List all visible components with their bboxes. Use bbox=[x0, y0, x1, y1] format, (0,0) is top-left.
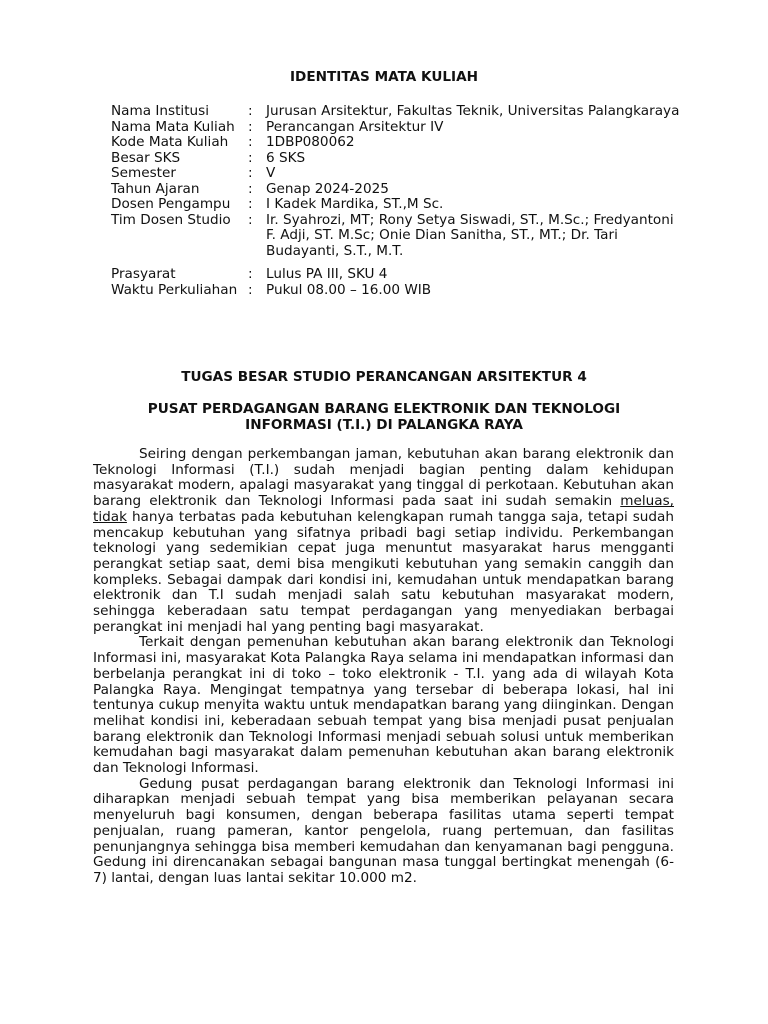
identity-row bbox=[111, 197, 681, 213]
paragraph-2: Terkait dengan pemenuhan kebutuhan akan barang elektronik dan Teknologi Informasi ini, masyarakat Kota Palangka Raya selama ini mendapatkan informasi dan berbelanja perangkat ini di toko – toko elektronik - T.I. yang ada di wilayah Kota Palangka Raya. Mengingat tempatnya yang tersebar di beberapa lokasi, hal ini tentunya cukup menyita waktu untuk mendapatkan barang yang diinginkan. Dengan melihat kondisi ini, keberadaan sebuah tempat yang bisa menjadi pusat penjualan barang elektronik dan Teknologi Informasi menjadi sebuah solusi untuk memberikan kemudahan bagi masyarakat dalam pemenuhan kebutuhan akan barang elektronik dan Teknologi Informasi. bbox=[93, 634, 674, 777]
identity-row bbox=[111, 259, 681, 283]
identity-separator: : bbox=[248, 103, 253, 119]
paragraph-3: Gedung pusat perdagangan barang elektronik dan Teknologi Informasi ini diharapkan menjadi sebuah tempat yang bisa memberikan pelayanan secara menyeluruh bagi konsumen, dengan beberapa fasilitas utama seperti tempat penjualan, ruang pameran, kantor pengelola, ruang pertemuan, dan fasilitas penunjangnya sehingga bisa memberi kemudahan dan kenyamanan bagi pengguna. Gedung ini direncanakan sebagai bangunan masa tunggal bertingkat menengah (6-7) lantai, dengan luas lantai sekitar 10.000 m2. bbox=[93, 775, 674, 886]
identity-value: Genap 2024-2025 bbox=[266, 180, 389, 197]
paragraph-1-text-a: Seiring dengan perkembangan jaman, kebutuhan akan barang elektronik dan Teknologi Informasi (T.I.) sudah menjadi bagian penting dalam kehidupan masyarakat modern, apalagi masyarakat yang tinggal di perkotaan. Kebutuhan akan barang elektronik dan Teknologi Informasi pada saat ini sudah semakin bbox=[93, 446, 674, 510]
identity-row bbox=[111, 135, 681, 151]
identity-separator: : bbox=[248, 118, 253, 135]
identity-row bbox=[111, 120, 681, 136]
identity-label: Nama Institusi bbox=[111, 103, 210, 119]
project-title-line-1: PUSAT PERDAGANGAN BARANG ELEKTRONIK DAN TEKNOLOGI bbox=[147, 401, 621, 417]
identity-row bbox=[111, 104, 681, 120]
identity-separator: : bbox=[248, 266, 253, 282]
project-title-line-2: INFORMASI (T.I.) DI PALANGKA RAYA bbox=[245, 417, 523, 433]
identity-value: I Kadek Mardika, ST.,M Sc. bbox=[266, 196, 444, 212]
identity-label: Prasyarat bbox=[111, 266, 176, 282]
identity-row bbox=[111, 166, 681, 182]
assignment-title: TUGAS BESAR STUDIO PERANCANGAN ARSITEKTUR 4 bbox=[181, 369, 587, 385]
identity-separator: : bbox=[248, 281, 253, 298]
identity-label: Kode Mata Kuliah bbox=[111, 134, 229, 150]
course-identity-table bbox=[111, 104, 681, 298]
identity-separator: : bbox=[248, 196, 253, 212]
course-identity-title: IDENTITAS MATA KULIAH bbox=[289, 69, 478, 85]
identity-row bbox=[111, 151, 681, 167]
identity-row bbox=[111, 283, 681, 299]
identity-value: Lulus PA III, SKU 4 bbox=[266, 266, 388, 282]
paragraph-1 bbox=[93, 447, 674, 635]
identity-label: Tim Dosen Studio bbox=[111, 211, 231, 228]
underlined-phrase: meluas, tidak bbox=[93, 493, 674, 525]
paragraph-1-text-b: hanya terbatas pada kebutuhan kelengkapan rumah tangga saja, tetapi sudah mencakup kebutuhan yang sifatnya pribadi bagi setiap individu. Perkembangan teknologi yang sedemikian cepat juga menuntut masyarakat harus mengganti perangkat setiap saat, demi bisa mengikuti kebutuhan yang semakin canggih dan kompleks. Sebagai dampak dari kondisi ini, kemudahan untuk mendapatkan barang elektronik dan T.I sudah menjadi salah satu kebutuhan masyarakat modern, sehingga keberadaan satu tempat perdagangan yang menyediakan berbagai perangkat ini menjadi hal yang penting bagi masyarakat. bbox=[93, 508, 674, 635]
identity-label: Waktu Perkuliahan bbox=[111, 281, 238, 298]
identity-value: Perancangan Arsitektur IV bbox=[266, 118, 444, 135]
body-text bbox=[93, 447, 674, 887]
identity-label: Besar SKS bbox=[111, 149, 181, 166]
identity-label: Semester bbox=[111, 165, 176, 181]
identity-value: V bbox=[266, 165, 276, 181]
identity-separator: : bbox=[248, 134, 253, 150]
identity-row bbox=[111, 213, 681, 260]
identity-separator: : bbox=[248, 149, 253, 166]
identity-separator: : bbox=[248, 180, 253, 197]
identity-value: 1DBP080062 bbox=[266, 134, 355, 150]
identity-value: Ir. Syahrozi, MT; Rony Setya Siswadi, ST., M.Sc.; Fredyantoni F. Adji, ST. M.Sc; Onie Dian Sanitha, ST., MT.; Dr. Tari Budayanti, S.T., M.T. bbox=[266, 211, 674, 259]
identity-label: Tahun Ajaran bbox=[111, 180, 200, 197]
identity-row bbox=[111, 182, 681, 198]
identity-value: Pukul 08.00 – 16.00 WIB bbox=[266, 281, 432, 298]
identity-separator: : bbox=[248, 211, 253, 228]
identity-separator: : bbox=[248, 165, 253, 181]
identity-value: Jurusan Arsitektur, Fakultas Teknik, Universitas Palangkaraya bbox=[266, 103, 680, 119]
identity-label: Nama Mata Kuliah bbox=[111, 118, 235, 135]
identity-label: Dosen Pengampu bbox=[111, 196, 231, 212]
identity-value: 6 SKS bbox=[266, 149, 306, 166]
